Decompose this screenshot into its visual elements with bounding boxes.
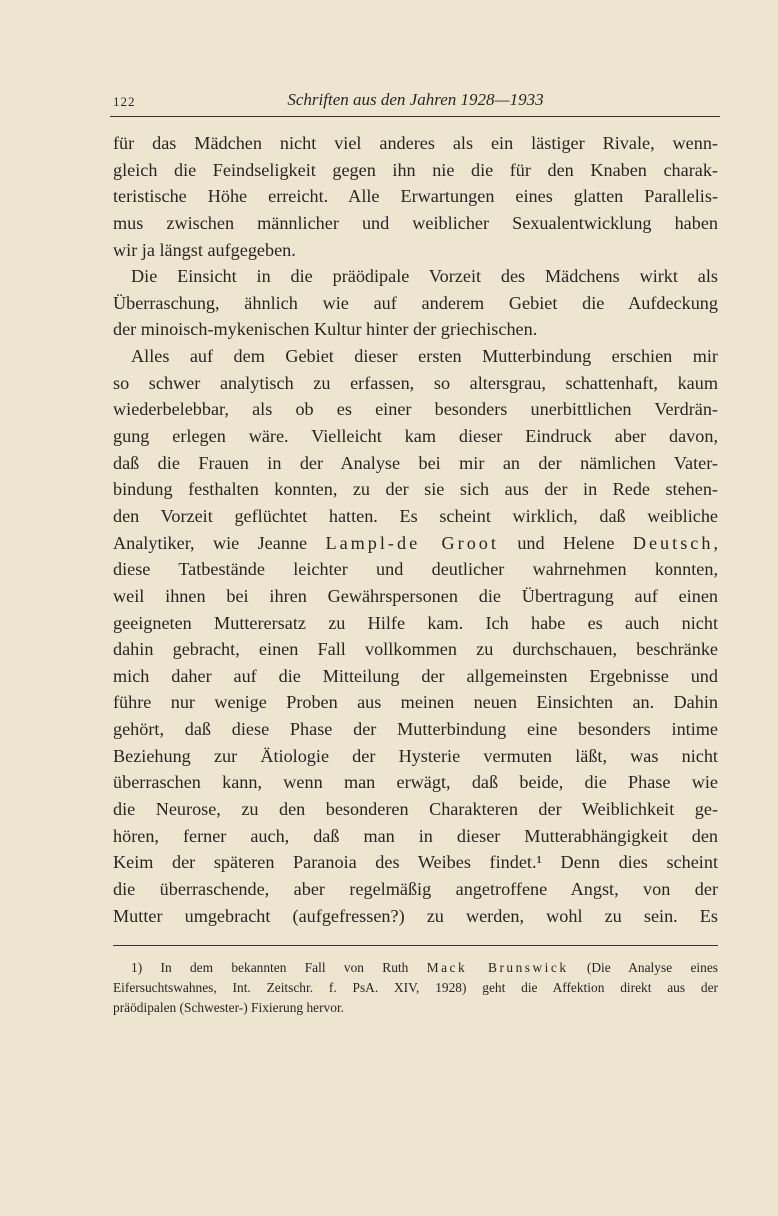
text-line — [113, 476, 718, 503]
text-segment: 1) In dem bekannten Fall von Ruth — [131, 960, 427, 975]
text-line — [113, 130, 718, 157]
text-line — [113, 636, 718, 663]
footnote-rule — [113, 945, 718, 946]
text-line — [113, 769, 718, 796]
text-segment: bindung festhalten konnten, zu der sie sich aus der in Rede stehen- — [113, 479, 718, 500]
spaced-name: Deutsch — [632, 532, 714, 553]
text-line — [113, 316, 718, 343]
text-segment: Die Einsicht in die präödipale Vorzeit des Mädchens wirkt als — [131, 266, 718, 287]
text-segment: wiederbelebbar, als ob es einer besonders unerbittlichen Verdrän- — [113, 399, 718, 420]
text-segment: hören, ferner auch, daß man in dieser Mutterabhängigkeit den — [113, 825, 718, 846]
text-line — [113, 290, 718, 317]
text-line — [113, 423, 718, 450]
text-line — [113, 796, 718, 823]
text-segment: gehört, daß diese Phase der Mutterbindung eine besonders intime — [113, 719, 718, 740]
text-line — [113, 370, 718, 397]
text-segment: diese Tatbestände leichter und deutlicher wahrnehmen konnten, — [113, 559, 718, 580]
text-segment: so schwer analytisch zu erfassen, so altersgrau, schattenhaft, kaum — [113, 372, 718, 393]
text-segment: Eifersuchtswahnes, Int. Zeitschr. f. PsA. XIV, 1928) geht die Affektion direkt aus der — [113, 980, 718, 995]
text-line — [113, 503, 718, 530]
text-segment: gung erlegen wäre. Vielleicht kam dieser Eindruck aber davon, — [113, 426, 718, 447]
text-segment: den Vorzeit geflüchtet hatten. Es scheint wirklich, daß weibliche — [113, 505, 718, 526]
text-segment: die Neurose, zu den besonderen Charakteren der Weiblichkeit ge- — [113, 799, 718, 820]
text-segment: geeigneten Mutterersatz zu Hilfe kam. Ich habe es auch nicht — [113, 612, 718, 633]
text-line — [113, 903, 718, 930]
text-line — [113, 183, 718, 210]
header-rule — [110, 116, 720, 117]
text-line — [113, 450, 718, 477]
text-line — [113, 157, 718, 184]
text-segment: dahin gebracht, einen Fall vollkommen zu durchschauen, beschränke — [113, 639, 718, 660]
text-line — [113, 689, 718, 716]
text-line — [113, 263, 718, 290]
footnote-line — [113, 978, 718, 998]
text-line — [113, 743, 718, 770]
text-segment: teristische Höhe erreicht. Alle Erwartungen eines glatten Parallelis- — [113, 186, 718, 207]
footnote-line — [113, 958, 718, 978]
text-segment: präödipalen (Schwester-) Fixierung hervor. — [113, 1000, 345, 1015]
spaced-name: Mack Brunswick — [426, 960, 569, 975]
text-segment: , — [713, 532, 718, 553]
text-line — [113, 343, 718, 370]
body-text — [113, 130, 718, 929]
text-segment: und Helene — [498, 532, 633, 553]
text-segment: überraschen kann, wenn man erwägt, daß beide, die Phase wie — [113, 772, 718, 793]
text-line — [113, 556, 718, 583]
spaced-name: Lampl-de Groot — [325, 532, 499, 553]
text-line — [113, 876, 718, 903]
text-line — [113, 663, 718, 690]
text-line — [113, 610, 718, 637]
text-segment: (Die Analyse eines — [568, 960, 718, 975]
text-line — [113, 583, 718, 610]
page-number: 122 — [113, 94, 136, 109]
text-line — [113, 530, 718, 557]
text-segment: Keim der späteren Paranoia des Weibes findet.¹ Denn dies scheint — [113, 852, 718, 873]
text-segment: Überraschung, ähnlich wie auf anderem Gebiet die Aufdeckung — [113, 292, 718, 313]
text-segment: für das Mädchen nicht viel anderes als ein lästiger Rivale, wenn- — [113, 133, 718, 153]
text-segment: weil ihnen bei ihren Gewährspersonen die Übertragung auf einen — [113, 585, 718, 606]
text-segment: mus zwischen männlicher und weiblicher Sexualentwicklung haben — [113, 212, 718, 233]
footnote-line — [113, 998, 718, 1018]
text-segment: daß die Frauen in der Analyse bei mir an der nämlichen Vater- — [113, 452, 718, 473]
footnote — [113, 958, 718, 1018]
text-segment: Mutter umgebracht (aufgefressen?) zu werden, wohl zu sein. Es — [113, 905, 718, 926]
text-line — [113, 849, 718, 876]
text-segment: Beziehung zur Ätiologie der Hysterie vermuten läßt, was nicht — [113, 745, 718, 766]
text-segment: der minoisch-mykenischen Kultur hinter der griechischen. — [113, 319, 538, 340]
text-segment: führe nur wenige Proben aus meinen neuen Einsichten an. Dahin — [113, 692, 718, 713]
text-segment: wir ja längst aufgegeben. — [113, 239, 296, 260]
text-line — [113, 237, 718, 264]
text-segment: gleich die Feindseligkeit gegen ihn nie die für den Knaben charak- — [113, 159, 718, 180]
text-line — [113, 823, 718, 850]
running-title: Schriften aus den Jahren 1928—1933 — [287, 90, 544, 109]
running-header — [113, 90, 718, 116]
text-segment: Analytiker, wie Jeanne — [113, 532, 326, 553]
text-segment: die überraschende, aber regelmäßig angetroffene Angst, von der — [113, 878, 718, 899]
text-segment: Alles auf dem Gebiet dieser ersten Mutterbindung erschien mir — [131, 346, 718, 367]
text-line — [113, 210, 718, 237]
text-line — [113, 716, 718, 743]
text-segment: mich daher auf die Mitteilung der allgemeinsten Ergebnisse und — [113, 665, 718, 686]
text-line — [113, 396, 718, 423]
